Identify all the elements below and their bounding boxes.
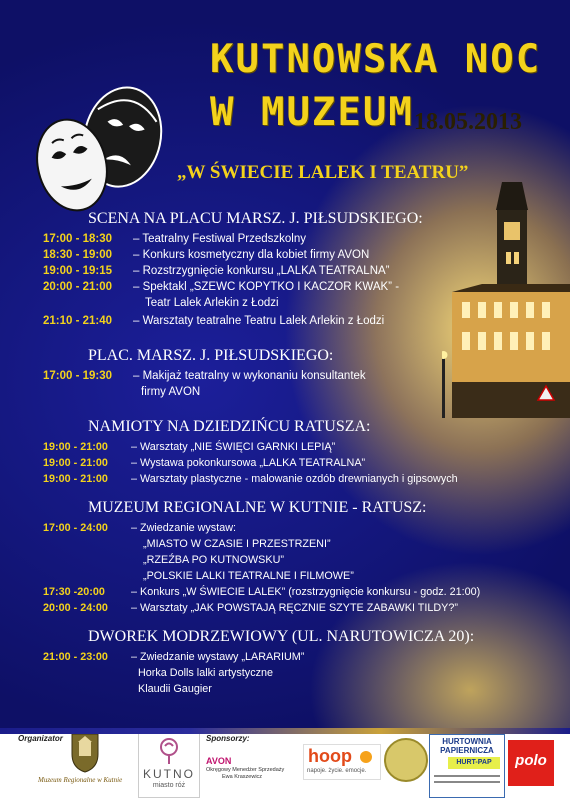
schedule-row: 17:00 - 24:00 – Zwiedzanie wystaw:	[43, 522, 237, 534]
avon-line-1: Okręgowy Menedżer Sprzedaży	[206, 767, 285, 773]
section-title-namioty: NAMIOTY NA DZIEDZIŃCU RATUSZA:	[88, 418, 371, 435]
polo-wordmark: polo	[515, 752, 547, 769]
schedule-row: 19:00 - 21:00 – Warsztaty „NIE ŚWIĘCI GARNKI LEPIĄ”	[43, 441, 336, 453]
organizer-label: Organizator	[18, 734, 63, 743]
kutno-logo	[138, 732, 200, 798]
polo-logo	[508, 740, 554, 786]
organizer-name: Muzeum Regionalne w Kutnie	[38, 776, 123, 784]
hurtownia-line-1: HURTOWNIA	[442, 737, 492, 746]
hoop-wordmark: hoop	[308, 746, 352, 766]
hurtownia-line-2: PAPIERNICZA	[440, 746, 494, 755]
town-hall-image	[442, 182, 570, 418]
schedule-row: 17:00 - 19:30 – Makijaż teatralny w wykonaniu konsultantek	[43, 370, 366, 382]
hoop-tagline: napoje. życie. emocje.	[307, 768, 367, 774]
sponsors-label: Sponsorzy:	[206, 734, 250, 743]
sponsor-footer	[0, 728, 570, 800]
schedule-row: 20:00 - 21:00 – Spektakl „SZEWC KOPYTKO I KACZOR KWAK” -	[43, 281, 400, 293]
schedule-row-continued: Horka Dolls lalki artystyczne	[138, 667, 273, 679]
schedule-row: 19:00 - 21:00 – Warsztaty plastyczne - malowanie ozdób drewnianych i gipsowych	[43, 473, 458, 485]
footer-divider	[0, 728, 570, 734]
section-title-muzeum: MUZEUM REGIONALNE W KUTNIE - RATUSZ:	[88, 499, 427, 516]
section-title-plac: PLAC. MARSZ. J. PIŁSUDSKIEGO:	[88, 347, 334, 364]
schedule-row: 21:00 - 23:00 – Zwiedzanie wystawy „LARARIUM”	[43, 651, 305, 663]
theatre-masks-icon	[22, 85, 170, 220]
hoop-logo	[303, 744, 381, 780]
kutno-tagline: miasto róż	[152, 782, 186, 789]
kutno-wordmark: KUTNO	[143, 767, 195, 781]
event-date: 18.05.2013	[414, 109, 522, 135]
avon-logo: AVON	[206, 756, 232, 766]
schedule-row: 19:00 - 21:00 – Wystawa pokonkursowa „LALKA TEATRALNA”	[43, 457, 366, 469]
schedule-row: 17:00 - 18:30 – Teatralny Festiwal Przedszkolny	[43, 233, 306, 245]
schedule-row-continued: Klaudii Gaugier	[138, 683, 212, 695]
exhibition-item: „POLSKIE LALKI TEATRALNE I FILMOWE”	[143, 570, 354, 582]
title-line-2: W MUZEUM	[210, 90, 414, 135]
hurtownia-contact-line	[434, 775, 500, 777]
hurtownia-contact-line	[434, 781, 500, 783]
title-line-1: KUTNOWSKA NOC	[210, 37, 542, 82]
schedule-row: 21:10 - 21:40 – Warsztaty teatralne Teatru Lalek Arlekin z Łodzi	[43, 315, 385, 327]
schedule-row: 17:30 -20:00 – Konkurs „W ŚWIECIE LALEK” (rozstrzygnięcie konkursu - godz. 21:00)	[43, 586, 481, 598]
hurtpap-badge: HURT-PAP	[448, 757, 500, 769]
sponsor-seal-icon	[384, 738, 428, 782]
schedule-row: 19:00 - 19:15 – Rozstrzygnięcie konkursu „LALKA TEATRALNA”	[43, 265, 390, 277]
exhibition-item: „MIASTO W CZASIE I PRZESTRZENI”	[143, 538, 331, 550]
avon-line-2: Ewa Kraszewicz	[222, 774, 263, 780]
rose-icon	[157, 737, 181, 765]
schedule-row: 20:00 - 24:00 – Warsztaty „JAK POWSTAJĄ RĘCZNIE SZYTE ZABAWKI TILDY?”	[43, 602, 458, 614]
schedule-row-continued: firmy AVON	[141, 386, 201, 398]
event-subtitle: „W ŚWIECIE LALEK I TEATRU”	[177, 162, 469, 183]
hurtownia-logo	[429, 734, 505, 798]
exhibition-item: „RZEŹBA PO KUTNOWSKU”	[143, 554, 284, 566]
section-title-dworek: DWOREK MODRZEWIOWY (UL. NARUTOWICZA 20):	[88, 628, 475, 645]
section-title-scena: SCENA NA PLACU MARSZ. J. PIŁSUDSKIEGO:	[88, 210, 423, 227]
schedule-row-continued: Teatr Lalek Arlekin z Łodzi	[145, 297, 279, 309]
museum-crest-icon	[68, 732, 102, 774]
hoop-flower-icon	[360, 751, 372, 763]
schedule-row: 18:30 - 19:00 – Konkurs kosmetyczny dla kobiet firmy AVON	[43, 249, 370, 261]
